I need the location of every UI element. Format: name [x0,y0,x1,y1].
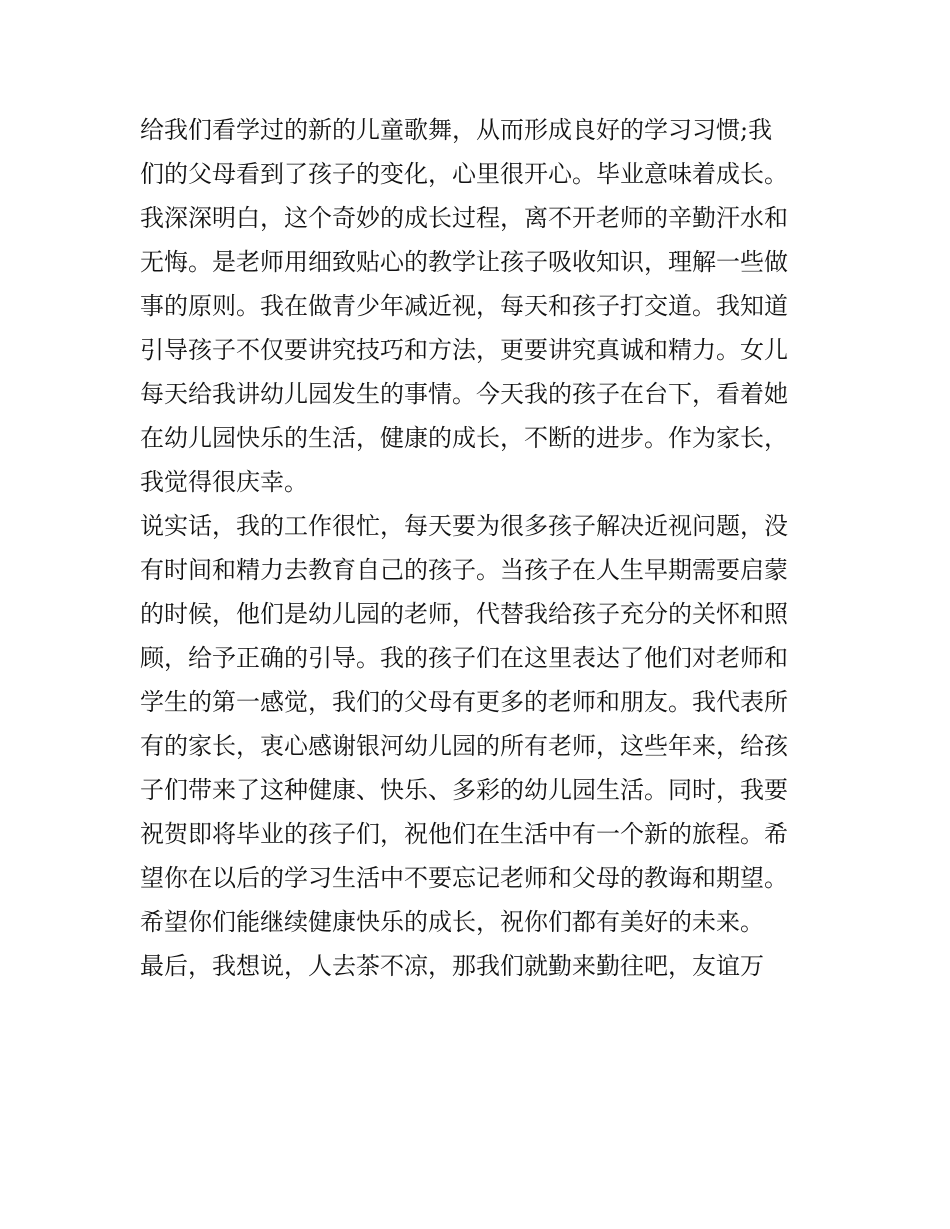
text-line: 每天给我讲幼儿园发生的事情。今天我的孩子在台下，看着她 [140,380,788,408]
text-line: 祝贺即将毕业的孩子们，祝他们在生活中有一个新的旅程。希 [140,820,788,848]
text-line: 给我们看学过的新的儿童歌舞，从而形成良好的学习习惯;我 [140,116,773,144]
text-line: 顾，给予正确的引导。我的孩子们在这里表达了他们对老师和 [140,644,788,672]
text-line: 我深深明白，这个奇妙的成长过程，离不开老师的辛勤汗水和 [140,204,788,232]
text-line: 们的父母看到了孩子的变化，心里很开心。毕业意味着成长。 [140,160,788,188]
text-line: 我觉得很庆幸。 [140,468,308,496]
text-line: 望你在以后的学习生活中不要忘记老师和父母的教诲和期望。 [140,864,788,892]
text-line: 子们带来了这种健康、快乐、多彩的幼儿园生活。同时，我要 [140,776,788,804]
text-line: 说实话，我的工作很忙，每天要为很多孩子解决近视问题，没 [140,512,788,540]
body-text [140,108,820,988]
text-line: 的时候，他们是幼儿园的老师，代替我给孩子充分的关怀和照 [140,600,788,628]
text-line: 学生的第一感觉，我们的父母有更多的老师和朋友。我代表所 [140,688,788,716]
text-line: 有的家长，衷心感谢银河幼儿园的所有老师，这些年来，给孩 [140,732,788,760]
text-line: 无悔。是老师用细致贴心的教学让孩子吸收知识，理解一些做 [140,248,788,276]
text-line: 最后，我想说，人去茶不凉，那我们就勤来勤往吧，友谊万 [140,952,764,980]
text-line: 事的原则。我在做青少年减近视，每天和孩子打交道。我知道 [140,292,788,320]
text-line: 引导孩子不仅要讲究技巧和方法，更要讲究真诚和精力。女儿 [140,336,788,364]
text-line: 有时间和精力去教育自己的孩子。当孩子在人生早期需要启蒙 [140,556,788,584]
text-line: 希望你们能继续健康快乐的成长，祝你们都有美好的未来。 [140,908,764,936]
text-line: 在幼儿园快乐的生活，健康的成长，不断的进步。作为家长， [140,424,788,452]
